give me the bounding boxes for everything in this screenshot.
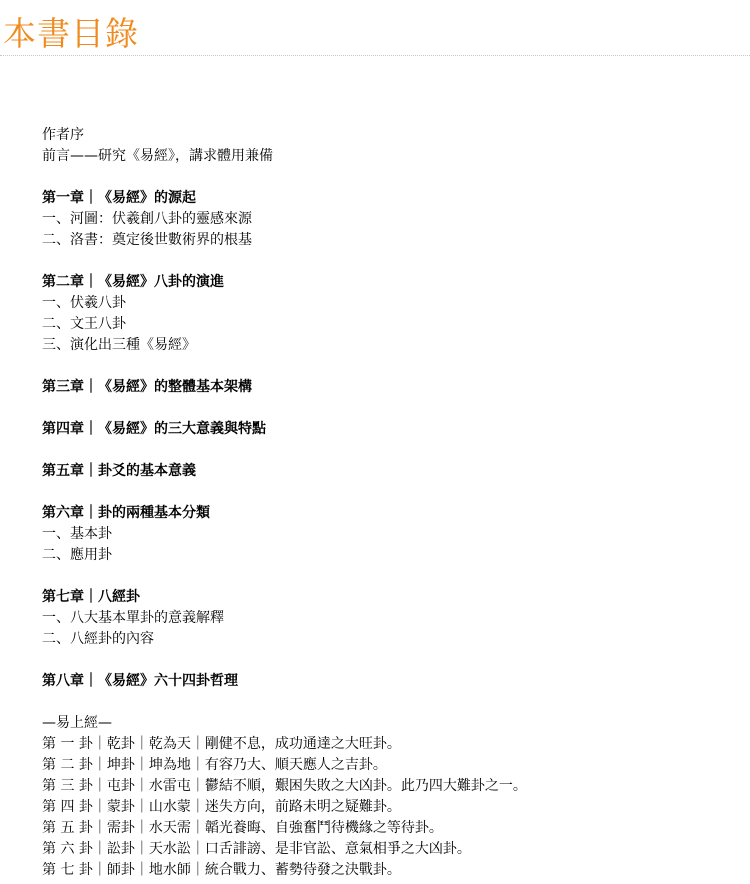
title-divider	[0, 55, 750, 56]
chapter-1-heading[interactable]: 第一章｜《易經》的源起	[42, 190, 196, 206]
chapter-3-heading[interactable]: 第三章｜《易經》的整體基本架構	[42, 379, 252, 395]
hexagram-entry-2[interactable]: 第 二 卦｜坤卦｜坤為地｜有容乃大、順天應人之吉卦。	[42, 757, 387, 773]
table-of-contents	[42, 125, 742, 881]
chapter-1-item-1[interactable]: 一、河圖：伏羲創八卦的靈感來源	[42, 211, 252, 227]
chapter-7-heading[interactable]: 第七章｜八經卦	[42, 589, 140, 605]
section-heading: —易上經—	[42, 715, 112, 731]
chapter-6-heading[interactable]: 第六章｜卦的兩種基本分類	[42, 505, 210, 521]
chapter-7-item-1[interactable]: 一、八大基本單卦的意義解釋	[42, 610, 224, 626]
page-title: 本書目錄	[3, 14, 139, 53]
chapter-6-item-2[interactable]: 二、應用卦	[42, 547, 112, 563]
hexagram-entry-1[interactable]: 第 一 卦｜乾卦｜乾為天｜剛健不息，成功通達之大旺卦。	[42, 736, 401, 752]
hexagram-entry-3[interactable]: 第 三 卦｜屯卦｜水雷屯｜鬱結不順，艱困失敗之大凶卦。此乃四大難卦之一。	[42, 778, 527, 794]
hexagram-entry-4[interactable]: 第 四 卦｜蒙卦｜山水蒙｜迷失方向，前路未明之疑難卦。	[42, 799, 401, 815]
chapter-2-item-3[interactable]: 三、演化出三種《易經》	[42, 337, 196, 353]
chapter-6-item-1[interactable]: 一、基本卦	[42, 526, 112, 542]
chapter-4-heading[interactable]: 第四章｜《易經》的三大意義與特點	[42, 421, 266, 437]
chapter-2-item-1[interactable]: 一、伏羲八卦	[42, 295, 126, 311]
front-matter-preface[interactable]: 作者序	[42, 127, 84, 143]
hexagram-entry-5[interactable]: 第 五 卦｜需卦｜水天需｜韜光養晦、自強奮鬥待機緣之等待卦。	[42, 820, 443, 836]
chapter-7-item-2[interactable]: 二、八經卦的內容	[42, 631, 154, 647]
front-matter-foreword[interactable]: 前言——研究《易經》，講求體用兼備	[42, 148, 273, 164]
chapter-5-heading[interactable]: 第五章｜卦爻的基本意義	[42, 463, 196, 479]
chapter-2-heading[interactable]: 第二章｜《易經》八卦的演進	[42, 274, 224, 290]
chapter-8-heading[interactable]: 第八章｜《易經》六十四卦哲理	[42, 673, 238, 689]
hexagram-entry-7[interactable]: 第 七 卦｜師卦｜地水師｜統合戰力、蓄勢待發之決戰卦。	[42, 862, 401, 878]
hexagram-entry-6[interactable]: 第 六 卦｜訟卦｜天水訟｜口舌誹謗、是非官訟、意氣相爭之大凶卦。	[42, 841, 471, 857]
chapter-2-item-2[interactable]: 二、文王八卦	[42, 316, 126, 332]
chapter-1-item-2[interactable]: 二、洛書：奠定後世數術界的根基	[42, 232, 252, 248]
